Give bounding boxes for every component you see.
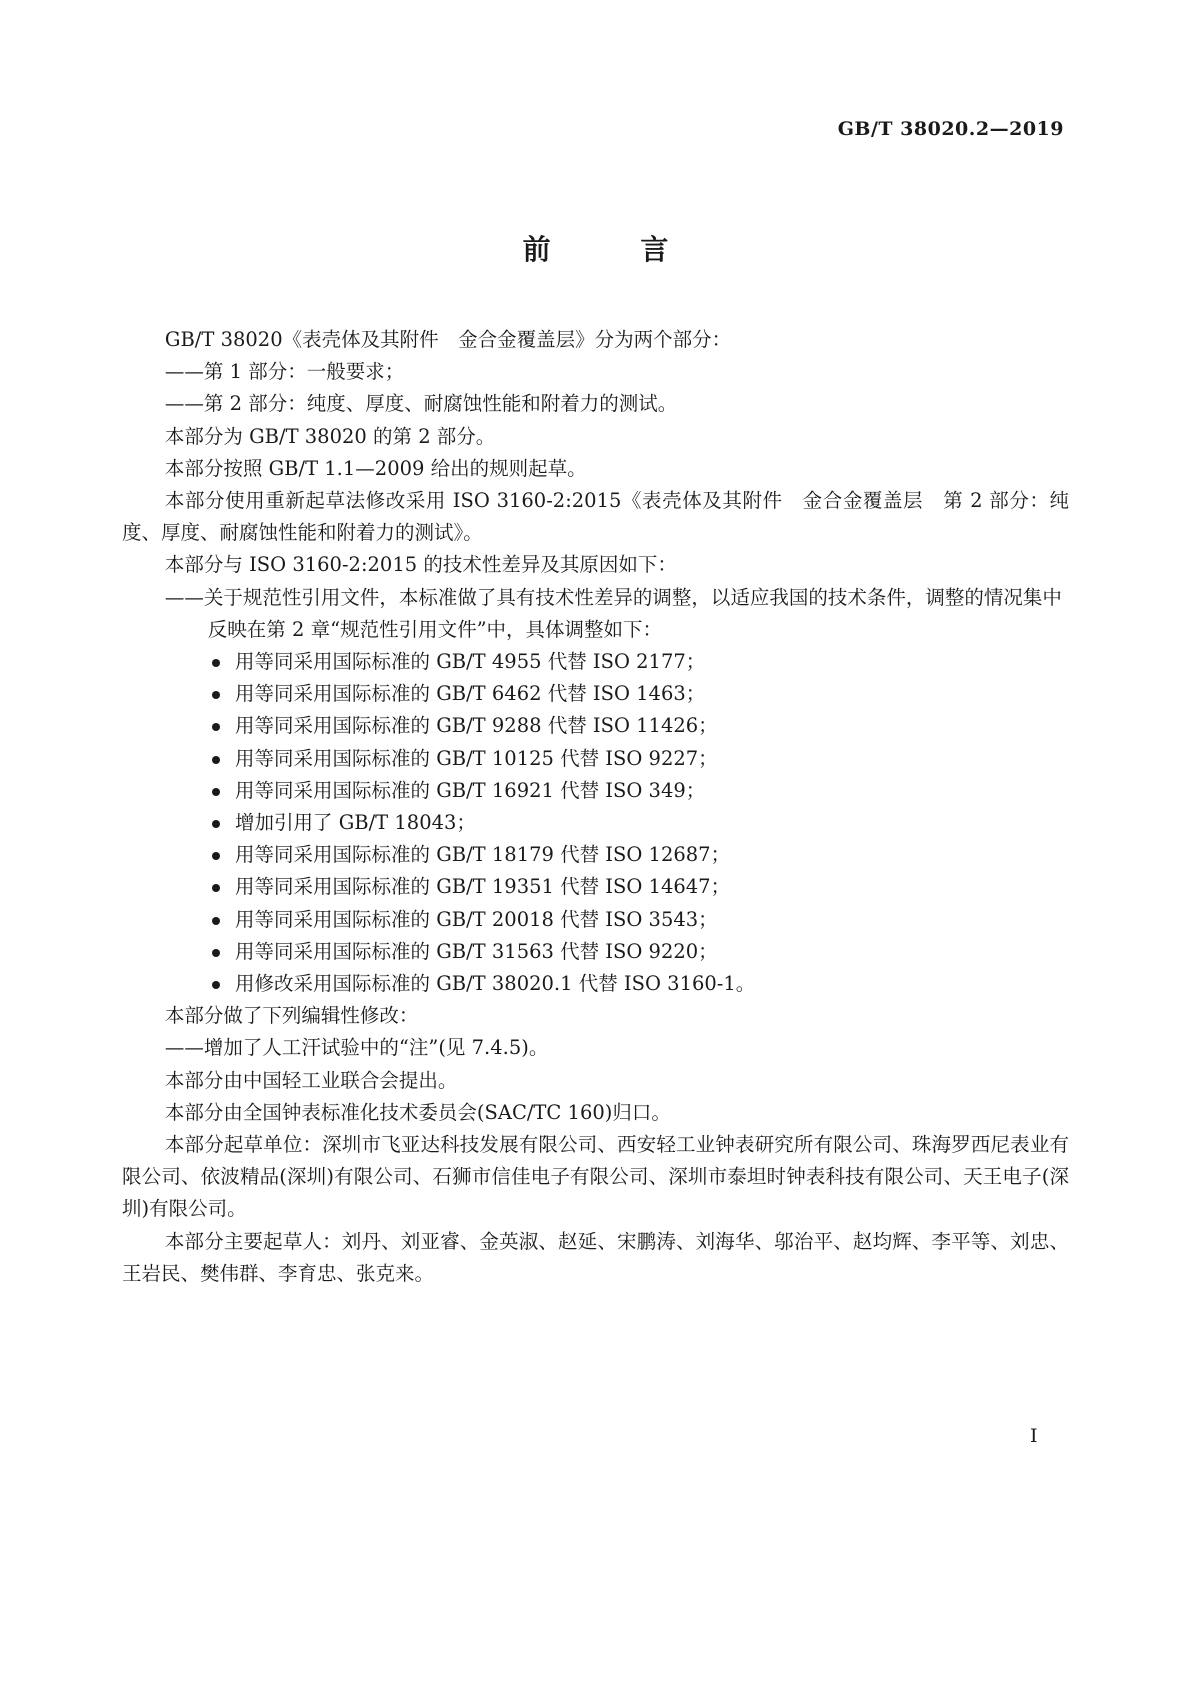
paragraph: 本部分为 GB/T 38020 的第 2 部分。 [164, 424, 496, 448]
paragraph: 本部分由全国钟表标准化技术委员会(SAC/TC 160)归口。 [164, 1100, 671, 1124]
bullet-item: 用等同采用国际标准的 GB/T 18179 代替 ISO 12687； [122, 839, 1069, 871]
bullet-item: 用等同采用国际标准的 GB/T 20018 代替 ISO 3543； [122, 904, 1069, 936]
paragraph: 本部分与 ISO 3160-2:2015 的技术性差异及其原因如下： [164, 553, 677, 577]
bullet-item: 用等同采用国际标准的 GB/T 4955 代替 ISO 2177； [122, 646, 1069, 678]
standard-number: GB/T 38020.2—2019 [837, 118, 1064, 140]
bullet-item: 用等同采用国际标准的 GB/T 19351 代替 ISO 14647； [122, 871, 1069, 903]
page-title: 前 言 [522, 233, 709, 266]
paragraph: GB/T 38020《表壳体及其附件 金合金覆盖层》分为两个部分： [164, 328, 732, 351]
bullet-item: 用等同采用国际标准的 GB/T 16921 代替 ISO 349； [122, 775, 1069, 807]
bullet-item: 用等同采用国际标准的 GB/T 9288 代替 ISO 11426； [122, 710, 1069, 742]
document-body [122, 324, 1069, 1290]
dash-item: ——第 1 部分：一般要求； [164, 360, 405, 384]
paragraph: 本部分做了下列编辑性修改： [164, 1004, 419, 1028]
paragraph: 本部分由中国轻工业联合会提出。 [164, 1068, 458, 1092]
dash-item: ——第 2 部分：纯度、厚度、耐腐蚀性能和附着力的测试。 [164, 392, 678, 416]
bullet-item: 用等同采用国际标准的 GB/T 31563 代替 ISO 9220； [122, 936, 1069, 968]
dash-item: ——增加了人工汗试验中的“注”(见 7.4.5)。 [164, 1036, 549, 1060]
bullet-item: 增加引用了 GB/T 18043； [122, 807, 1069, 839]
paragraph: 本部分按照 GB/T 1.1—2009 给出的规则起草。 [164, 456, 587, 480]
paragraph: 本部分使用重新起草法修改采用 ISO 3160-2:2015《表壳体及其附件 金合金覆盖层 第 2 部分：纯度、厚度、耐腐蚀性能和附着力的测试》。 [122, 489, 1069, 545]
bullet-item: 用等同采用国际标准的 GB/T 10125 代替 ISO 9227； [122, 743, 1069, 775]
page-number: I [1030, 1425, 1038, 1447]
bullet-list [122, 646, 1069, 1000]
dash-item: ——关于规范性引用文件，本标准做了具有技术性差异的调整，以适应我国的技术条件，调整的情况集中反映在第 2 章“规范性引用文件”中，具体调整如下： [164, 585, 1062, 641]
bullet-item: 用等同采用国际标准的 GB/T 6462 代替 ISO 1463； [122, 678, 1069, 710]
bullet-item: 用修改采用国际标准的 GB/T 38020.1 代替 ISO 3160-1。 [122, 968, 1069, 1000]
paragraph: 本部分主要起草人：刘丹、刘亚睿、金英淑、赵延、宋鹏涛、刘海华、邬治平、赵均辉、李平等、刘忠、王岩民、樊伟群、李育忠、张克来。 [122, 1229, 1069, 1285]
paragraph: 本部分起草单位：深圳市飞亚达科技发展有限公司、西安轻工业钟表研究所有限公司、珠海罗西尼表业有限公司、依波精品(深圳)有限公司、石狮市信佳电子有限公司、深圳市泰坦时钟表科技有限公司、天王电子(深圳)有限公司。 [122, 1133, 1069, 1221]
